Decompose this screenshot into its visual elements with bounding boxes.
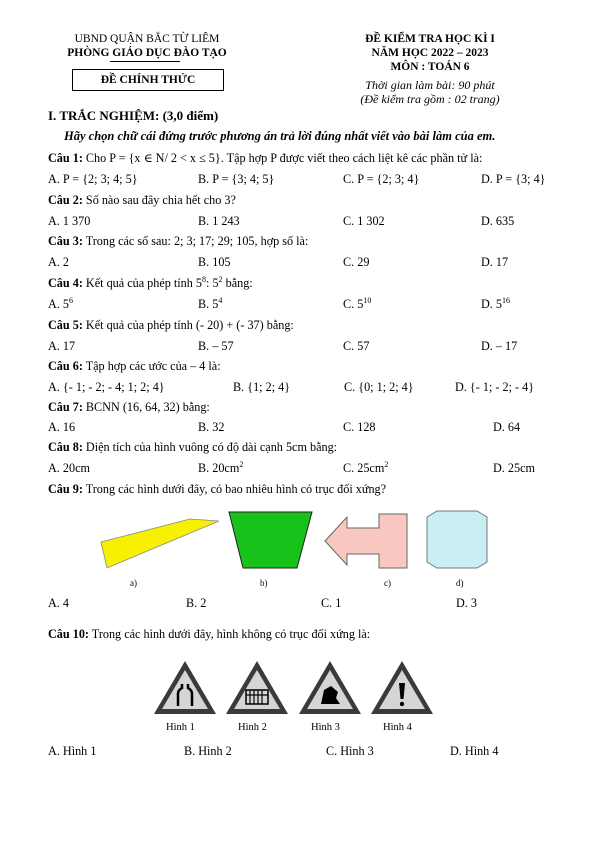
q10-caption-1: Hình 1: [166, 722, 195, 733]
q10-option-b: B. Hình 2: [184, 744, 232, 758]
q9-shape-c: [325, 514, 407, 568]
q5-option-d: D. – 17: [481, 339, 518, 353]
section-title: I. TRẮC NGHIỆM: (3,0 điểm): [48, 108, 219, 123]
question-8: Câu 8: Diện tích của hình vuông có độ dài cạnh 5cm bằng:: [48, 440, 338, 454]
q2-option-a: A. 1 370: [48, 214, 91, 228]
question-5: Câu 5: Kết quả của phép tính (- 20) + (- 37) bằng:: [48, 318, 294, 332]
q1-option-a: A. P = {2; 3; 4; 5}: [48, 172, 138, 186]
q1-option-b: B. P = {3; 4; 5}: [198, 172, 275, 186]
q9-option-d: D. 3: [456, 596, 477, 610]
q3-option-b: B. 105: [198, 255, 231, 269]
q9-shape-d: [427, 511, 487, 568]
q7-option-d: D. 64: [493, 420, 521, 434]
question-9: Câu 9: Trong các hình dưới đây, có bao nhiêu hình có trục đối xứng?: [48, 482, 387, 496]
q8-option-a: A. 20cm: [48, 461, 90, 475]
question-4: Câu 4: Kết quả của phép tính $5^8$: $5^2$ bằng:: [48, 274, 253, 290]
q7-option-a: A. 16: [48, 420, 76, 434]
q2-option-c: C. 1 302: [343, 214, 385, 228]
header-right-3: MÔN : TOÁN 6: [390, 61, 470, 73]
q2-option-d: D. 635: [481, 214, 515, 228]
q10-sign-3: [299, 661, 361, 714]
header-left-1: UBND QUẬN BẮC TỪ LIÊM: [74, 33, 220, 45]
q8-option-c: C. $25cm^2$: [343, 459, 389, 475]
q6-option-a: A. {- 1; - 2; - 4; 1; 2; 4}: [48, 380, 165, 394]
q10-signs: [150, 658, 440, 718]
q10-sign-1: [154, 661, 216, 714]
q9-option-c: C. 1: [321, 596, 342, 610]
q10-option-c: C. Hình 3: [326, 744, 374, 758]
q9-shape-b: [229, 512, 312, 568]
q9-figures: [95, 506, 505, 592]
q10-option-d: D. Hình 4: [450, 744, 499, 758]
header-right-5: (Đề kiểm tra gồm : 02 trang): [360, 92, 500, 106]
q10-caption-4: Hình 4: [383, 722, 412, 733]
q9-caption-a: a): [130, 578, 137, 588]
q7-option-b: B. 32: [198, 420, 225, 434]
q5-option-b: B. – 57: [198, 339, 234, 353]
q9-caption-d: d): [456, 578, 464, 588]
q9-caption-b: b): [260, 578, 268, 588]
q6-option-b: B. {1; 2; 4}: [233, 380, 291, 394]
q10-option-a: A. Hình 1: [48, 744, 97, 758]
q6-option-c: C. {0; 1; 2; 4}: [344, 380, 414, 394]
q3-option-d: D. 17: [481, 255, 509, 269]
section-instruction: Hãy chọn chữ cái đứng trước phương án trả lời đúng nhất viết vào bài làm của em.: [64, 129, 496, 143]
q10-caption-3: Hình 3: [311, 722, 340, 733]
question-10: Câu 10: Trong các hình dưới đây, hình không có trục đối xứng là:: [48, 627, 371, 641]
header-right-1: ĐỀ KIỂM TRA HỌC KÌ I: [365, 33, 495, 45]
header-right-2: NĂM HỌC 2022 – 2023: [371, 47, 489, 59]
q8-option-b: B. $20cm^2$: [198, 459, 244, 475]
q10-sign-4: [371, 661, 433, 714]
q9-option-b: B. 2: [186, 596, 207, 610]
q9-option-a: A. 4: [48, 596, 69, 610]
q4-option-d: D. $5^{16}$: [481, 295, 510, 311]
q7-option-c: C. 128: [343, 420, 376, 434]
question-3: Câu 3: Trong các số sau: 2; 3; 17; 29; 105, hợp số là:: [48, 234, 309, 248]
question-1: Câu 1: Cho P = {x ∈ N/ 2 < x ≤ 5}. Tập hợp P được viết theo cách liệt kê các phần tử là:: [48, 151, 483, 165]
q5-option-c: C. 57: [343, 339, 370, 353]
q5-option-a: A. 17: [48, 339, 76, 353]
q1-option-d: D. P = {3; 4}: [481, 172, 546, 186]
q4-option-a: A. $5^6$: [48, 295, 73, 311]
q1-option-c: C. P = {2; 3; 4}: [343, 172, 420, 186]
q2-option-b: B. 1 243: [198, 214, 240, 228]
header-left-2: PHÒNG GIÁO DỤC ĐÀO TẠO: [67, 47, 227, 59]
official-box: ĐỀ CHÍNH THỨC: [72, 69, 224, 91]
q6-option-d: D. {- 1; - 2; - 4}: [455, 380, 535, 394]
q4-option-b: B. $5^4$: [198, 295, 223, 311]
question-2: Câu 2: Số nào sau đây chia hết cho 3?: [48, 193, 236, 207]
q3-option-a: A. 2: [48, 255, 69, 269]
question-7: Câu 7: BCNN (16, 64, 32) bằng:: [48, 400, 210, 414]
question-6: Câu 6: Tập hợp các ước của – 4 là:: [48, 359, 221, 373]
q10-sign-2: [226, 661, 288, 714]
q10-caption-2: Hình 2: [238, 722, 267, 733]
header-underline: [110, 61, 180, 62]
q3-option-c: C. 29: [343, 255, 370, 269]
q9-shape-a: [101, 519, 219, 568]
q9-caption-c: c): [384, 578, 391, 588]
q8-option-d: D. 25cm: [493, 461, 535, 475]
header-right-4: Thời gian làm bài: 90 phút: [365, 78, 495, 92]
q4-option-c: C. $5^{10}$: [343, 295, 372, 311]
